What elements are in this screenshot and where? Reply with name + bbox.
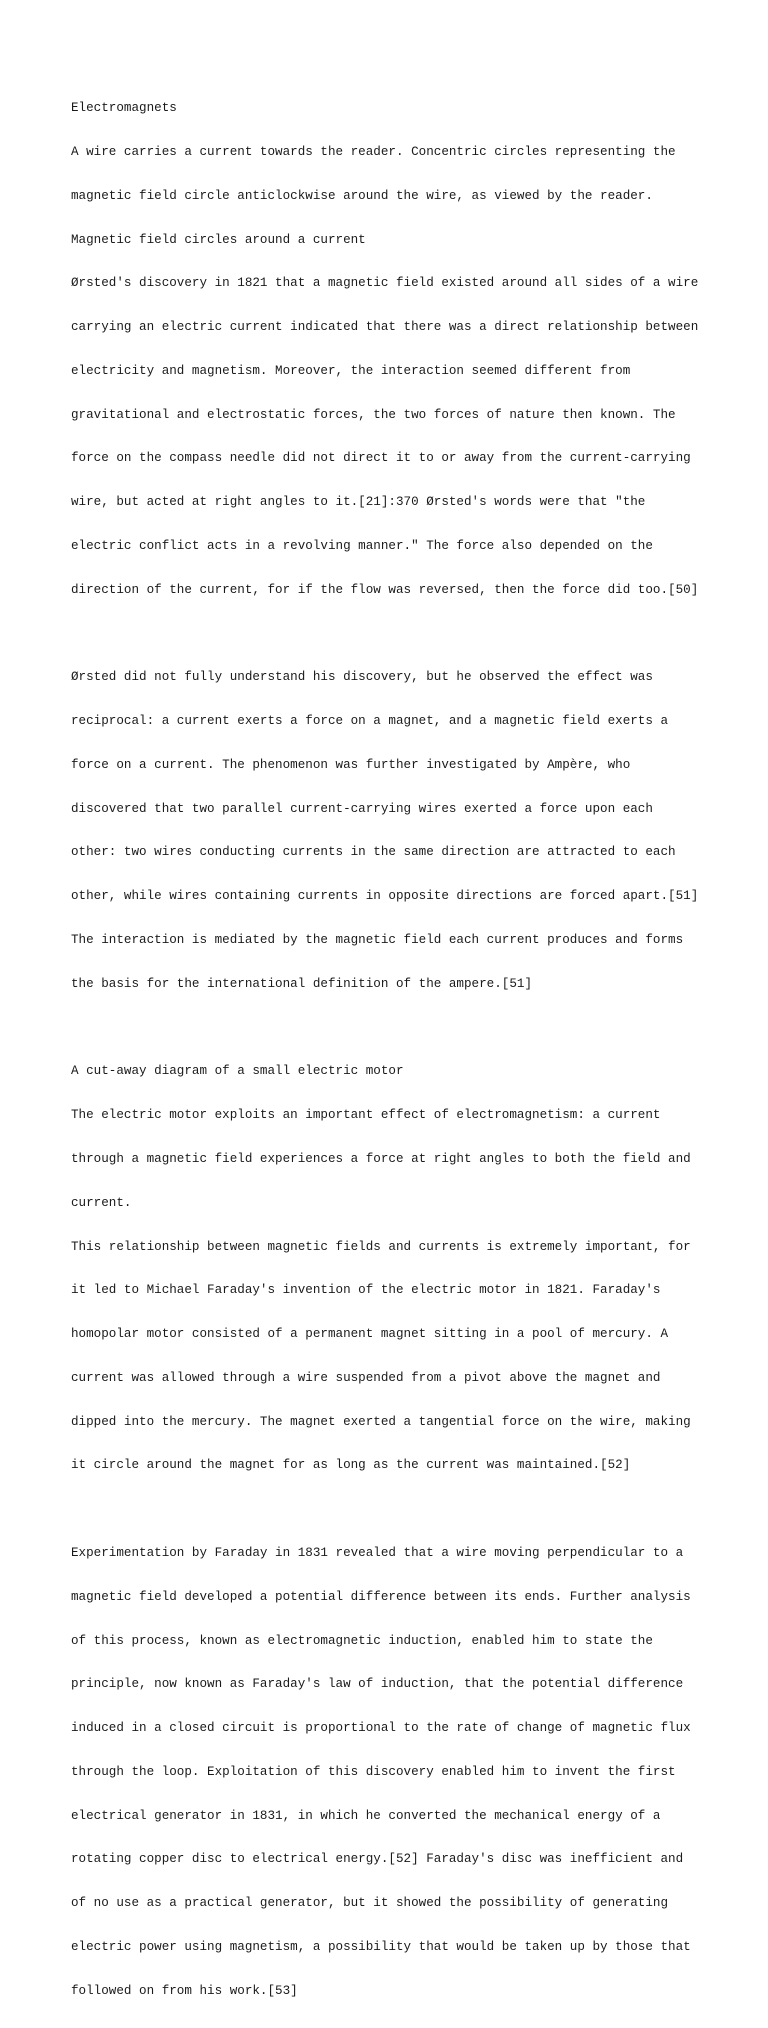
text-line: electricity and magnetism. Moreover, the interaction seemed different from: [71, 363, 631, 378]
paragraph-induction: [71, 1517, 711, 2028]
text-line: The interaction is mediated by the magnetic field each current produces and forms: [71, 933, 684, 948]
text-line: principle, now known as Faraday's law of induction, that the potential difference: [71, 1677, 684, 1692]
text-line: induced in a closed circuit is proportional to the rate of change of magnetic flux: [71, 1721, 691, 1736]
text-line: Magnetic field circles around a current: [71, 232, 366, 247]
text-line: Electromagnets: [71, 101, 177, 116]
text-line: homopolar motor consisted of a permanent magnet sitting in a pool of mercury. A: [71, 1327, 669, 1342]
text-line: current.: [71, 1195, 132, 1210]
text-line: electric power using magnetism, a possibility that would be taken up by those that: [71, 1940, 691, 1954]
paragraph-gap: [71, 1502, 711, 1517]
text-line: it led to Michael Faraday's invention of the electric motor in 1821. Faraday's: [71, 1283, 661, 1298]
text-line: A cut-away diagram of a small electric motor: [71, 1064, 404, 1079]
text-line: carrying an electric current indicated that there was a direct relationship between: [71, 320, 699, 335]
text-line: Ørsted did not fully understand his discovery, but he observed the effect was: [71, 670, 653, 685]
text-line: through a magnetic field experiences a force at right angles to both the field and: [71, 1151, 691, 1166]
text-line: current was allowed through a wire suspended from a pivot above the magnet and: [71, 1370, 661, 1385]
text-line: of this process, known as electromagnetic induction, enabled him to state the: [71, 1633, 653, 1648]
text-line: wire, but acted at right angles to it.[21]:370 Ørsted's words were that "the: [71, 495, 646, 510]
text-line: reciprocal: a current exerts a force on a magnet, and a magnetic field exerts a: [71, 714, 669, 729]
text-line: electrical generator in 1831, in which he converted the mechanical energy of a: [71, 1808, 661, 1823]
text-line: This relationship between magnetic fields and currents is extremely important, for: [71, 1239, 691, 1254]
text-line: discovered that two parallel current-carrying wires exerted a force upon each: [71, 801, 653, 816]
text-line: other: two wires conducting currents in the same direction are attracted to each: [71, 845, 676, 860]
text-line: through the loop. Exploitation of this discovery enabled him to invent the first: [71, 1764, 676, 1779]
text-line: dipped into the mercury. The magnet exerted a tangential force on the wire, making: [71, 1414, 691, 1429]
text-line: direction of the current, for if the flow was reversed, then the force did too.[50]: [71, 582, 699, 597]
text-line: The electric motor exploits an important effect of electromagnetism: a current: [71, 1108, 661, 1123]
text-line: A wire carries a current towards the reader. Concentric circles representing the: [71, 144, 676, 159]
text-line: the basis for the international definition of the ampere.[51]: [71, 976, 533, 991]
text-line: force on the compass needle did not direct it to or away from the current-carrying: [71, 451, 691, 466]
document-page: [71, 72, 711, 2028]
text-line: magnetic field circle anticlockwise around the wire, as viewed by the reader.: [71, 188, 653, 203]
text-line: magnetic field developed a potential difference between its ends. Further analysis: [71, 1589, 691, 1604]
text-line: followed on from his work.[53]: [71, 1983, 298, 1998]
text-line: Experimentation by Faraday in 1831 revealed that a wire moving perpendicular to a: [71, 1545, 684, 1560]
paragraph-gap: [71, 1021, 711, 1036]
text-line: Ørsted's discovery in 1821 that a magnetic field existed around all sides of a wire: [71, 276, 699, 291]
text-line: of no use as a practical generator, but it showed the possibility of generating: [71, 1896, 669, 1911]
paragraph-electric-motor: [71, 1035, 711, 1502]
paragraph-gap: [71, 627, 711, 642]
text-line: it circle around the magnet for as long as the current was maintained.[52]: [71, 1458, 631, 1473]
paragraph-electromagnets: [71, 72, 711, 627]
text-line: electric conflict acts in a revolving manner." The force also depended on the: [71, 539, 653, 553]
paragraph-ampere: [71, 641, 711, 1020]
text-line: rotating copper disc to electrical energy.[52] Faraday's disc was inefficient and: [71, 1852, 684, 1867]
text-line: gravitational and electrostatic forces, the two forces of nature then known. The: [71, 407, 676, 422]
text-line: other, while wires containing currents in opposite directions are forced apart.[51]: [71, 889, 699, 904]
text-line: force on a current. The phenomenon was further investigated by Ampère, who: [71, 757, 631, 772]
